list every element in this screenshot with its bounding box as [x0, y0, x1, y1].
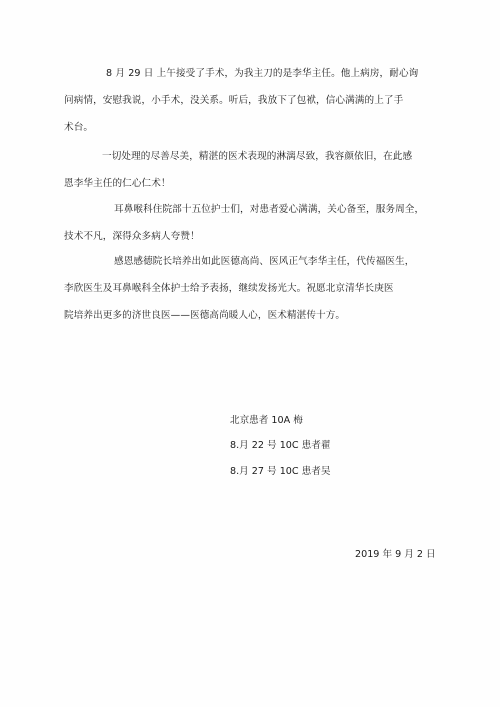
signature-line: 北京患者 10A 梅 — [230, 415, 303, 426]
paragraph-line: 8 月 29 日 上午接受了手术，为我主刀的是李华主任。他上病房，耐心询 — [106, 68, 419, 79]
paragraph-line: 感恩感德院长培养出如此医德高尚、医风正气李华主任，代传福医生， — [114, 256, 415, 267]
signature-line: 8.月 22 号 10C 患者翟 — [230, 440, 331, 451]
paragraph-thanks — [64, 248, 444, 329]
paragraph-surgery — [64, 60, 444, 141]
paragraph-line: 技术不凡，深得众多病人夸赞！ — [64, 231, 200, 242]
paragraph-line: 李欣医生及耳鼻喉科全体护士给予表扬，继续发扬光大。祝愿北京清华长庚医 — [64, 283, 394, 294]
paragraph-line: 恩李华主任的仁心仁术！ — [64, 178, 171, 189]
paragraph-result — [64, 143, 444, 197]
letter-date: 2019 年 9 月 2 日 — [355, 549, 436, 560]
paragraph-line: 术台。 — [64, 122, 94, 133]
paragraph-line: 问病情，安慰我说，小手术，没关系。听后，我放下了包袱，信心满满的上了手 — [64, 95, 404, 106]
signature-line: 8.月 27 号 10C 患者吴 — [230, 466, 331, 477]
paragraph-line: 一切处理的尽善尽美，精湛的医术表现的淋漓尽致，我容颜依旧，在此感 — [102, 151, 413, 162]
paragraph-line: 耳鼻喉科住院部十五位护士们，对患者爱心满满，关心备至，服务周全， — [114, 204, 425, 215]
paragraph-line: 院培养出更多的济世良医——医德高尚暖人心，医术精湛传十方。 — [64, 310, 346, 321]
paragraph-nurses — [64, 196, 444, 250]
